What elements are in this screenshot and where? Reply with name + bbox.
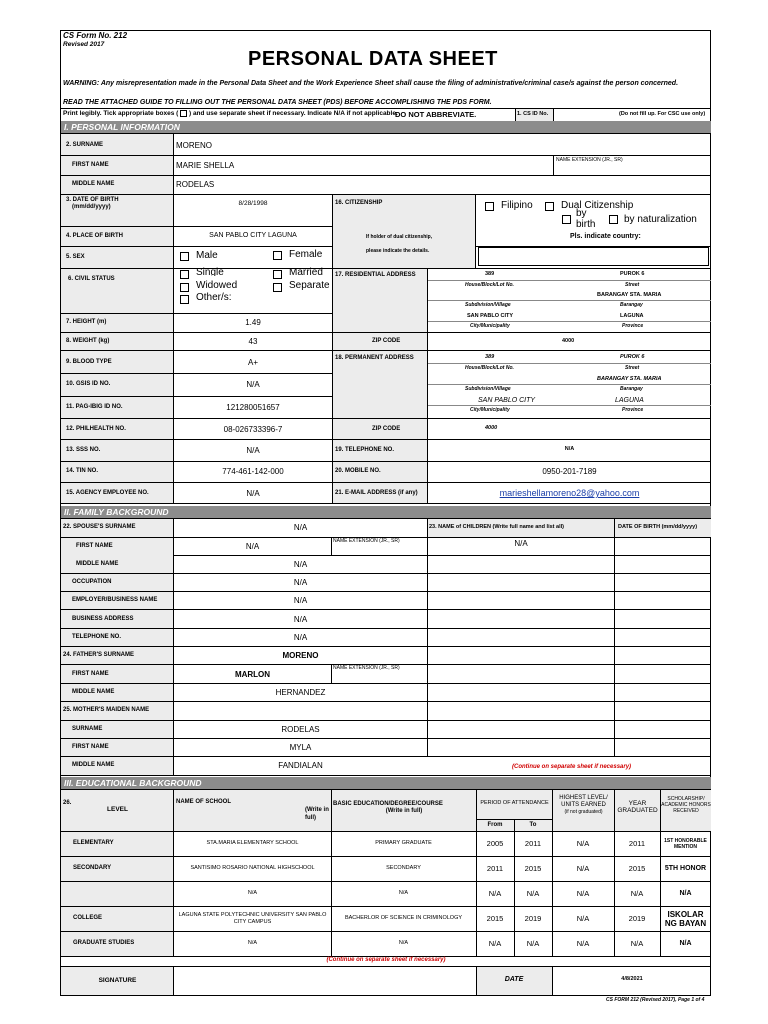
house-lbl-2: House/Block/Lot No. bbox=[465, 365, 514, 371]
business-address-value[interactable]: N/A bbox=[293, 615, 308, 624]
zip-label-1: ZIP CODE bbox=[372, 338, 401, 344]
residential-label: 17. RESIDENTIAL ADDRESS bbox=[335, 272, 416, 278]
barangay-lbl-1: Barangay bbox=[620, 302, 643, 308]
philhealth-value[interactable]: 08-026733396-7 bbox=[223, 425, 283, 434]
mother-middlename-label: MIDDLE NAME bbox=[72, 762, 115, 768]
father-surname-value[interactable]: MORENO bbox=[282, 651, 319, 660]
date-label: DATE bbox=[504, 976, 524, 983]
pob-value[interactable]: SAN PABLO CITY LAGUNA bbox=[209, 232, 297, 239]
children-value[interactable]: N/A bbox=[514, 539, 528, 548]
employer-label: EMPLOYER/BUSINESS NAME bbox=[72, 597, 158, 603]
separated-label: Separate bbox=[289, 280, 330, 291]
perm-house[interactable]: 389 bbox=[485, 354, 495, 360]
edu-year-cell[interactable]: N/A bbox=[630, 889, 644, 898]
agency-no-label: 15. AGENCY EMPLOYEE NO. bbox=[66, 490, 149, 496]
edu-level-cell: SECONDARY bbox=[73, 865, 112, 871]
gsis-value[interactable]: N/A bbox=[246, 380, 260, 389]
children-label: 23. NAME of CHILDREN (Write full name and list all) bbox=[429, 524, 564, 530]
edu-year-cell[interactable]: N/A bbox=[630, 939, 644, 948]
middlename-label: MIDDLE NAME bbox=[72, 181, 115, 187]
edu-course-cell[interactable]: BACHERLOR OF SCIENCE IN CRIMINOLOGY bbox=[344, 915, 463, 921]
read-guide-text: READ THE ATTACHED GUIDE TO FILLING OUT THE PERSONAL DATA SHEET (PDS) BEFORE ACCOMPLISHING THE PDS FORM. bbox=[63, 99, 492, 106]
form-number: CS Form No. 212 bbox=[63, 31, 128, 40]
street-lbl-2: Street bbox=[625, 365, 640, 371]
res-house[interactable]: 389 bbox=[485, 271, 495, 277]
by-birth-checkbox[interactable] bbox=[562, 215, 571, 224]
civil-status-label: 6. CIVIL STATUS bbox=[68, 276, 115, 282]
edu-course-cell[interactable]: PRIMARY GRADUATE bbox=[375, 840, 432, 846]
edu-level-cell: GRADUATE STUDIES bbox=[73, 940, 135, 946]
mother-firstname-label: FIRST NAME bbox=[72, 744, 109, 750]
dual-citizenship-label: Dual Citizenship bbox=[561, 200, 634, 211]
family-continue-note: (Continue on separate sheet if necessary) bbox=[512, 764, 632, 770]
weight-value[interactable]: 43 bbox=[248, 337, 258, 346]
edu-year-cell[interactable]: 2015 bbox=[628, 864, 646, 873]
edu-honors-cell[interactable]: 5TH HONOR bbox=[664, 864, 707, 872]
email-label: 21. E-MAIL ADDRESS (if any) bbox=[335, 490, 418, 496]
dual-note-2: please indicate the details. bbox=[366, 248, 430, 254]
edu-course-cell[interactable]: N/A bbox=[398, 890, 409, 896]
city-lbl-1: City/Municipality bbox=[470, 323, 510, 329]
firstname-value[interactable]: MARIE SHELLA bbox=[176, 161, 235, 170]
edu-course-cell[interactable]: SECONDARY bbox=[386, 865, 421, 871]
pls-indicate-country: Pls. indicate country: bbox=[570, 233, 641, 240]
female-label: Female bbox=[289, 249, 323, 260]
signature-field[interactable] bbox=[174, 967, 476, 995]
street-lbl-1: Street bbox=[625, 282, 640, 288]
honors-header: SCHOLARSHIP/ ACADEMIC HONORS RECEIVED bbox=[661, 796, 711, 814]
school-header: NAME OF SCHOOL bbox=[176, 799, 231, 805]
to-header: To bbox=[529, 822, 537, 828]
pob-label: 4. PLACE OF BIRTH bbox=[66, 233, 124, 239]
edu-level-cell bbox=[61, 881, 174, 906]
res-city[interactable]: SAN PABLO CITY bbox=[467, 313, 514, 319]
form-footer: CS FORM 212 (Revised 2017), Page 1 of 4 bbox=[606, 997, 705, 1003]
perm-street[interactable]: PUROK 6 bbox=[620, 354, 645, 360]
sss-label: 13. SSS NO. bbox=[66, 447, 101, 453]
father-surname-label: 24. FATHER'S SURNAME bbox=[63, 652, 134, 658]
by-naturalization-label: by naturalization bbox=[624, 214, 697, 225]
edu-from-cell[interactable]: 2015 bbox=[486, 914, 504, 923]
mother-maiden-label: 25. MOTHER'S MAIDEN NAME bbox=[63, 707, 150, 713]
edu-school-cell[interactable]: N/A bbox=[247, 890, 258, 896]
country-input[interactable] bbox=[478, 247, 709, 266]
email-value[interactable]: marieshellamoreno28@yahoo.com bbox=[499, 488, 640, 498]
edu-from-cell[interactable]: 2005 bbox=[486, 839, 504, 848]
subdiv-lbl-2: Subdivision/Village bbox=[465, 386, 511, 392]
edu-continue-note: (Continue on separate sheet if necessary) bbox=[326, 957, 446, 963]
father-firstname-label: FIRST NAME bbox=[72, 671, 109, 677]
highest-header bbox=[553, 795, 614, 816]
female-checkbox[interactable] bbox=[273, 251, 282, 260]
employer-value[interactable]: N/A bbox=[293, 596, 308, 605]
edu-school-cell[interactable]: LAGUNA STATE POLYTECHNIC UNIVERSITY SAN PABLO CITY CAMPUS bbox=[178, 911, 327, 925]
res-zip[interactable]: 4000 bbox=[562, 338, 575, 344]
tin-label: 14. TIN NO. bbox=[66, 468, 99, 474]
name-ext-label: NAME EXTENSION (JR., SR) bbox=[556, 157, 623, 163]
citizenship-label: 16. CITIZENSHIP bbox=[335, 200, 383, 206]
print-legibly-text bbox=[63, 110, 398, 117]
subdiv-lbl-1: Subdivision/Village bbox=[465, 302, 511, 308]
perm-province[interactable]: LAGUNA bbox=[615, 397, 644, 404]
edu-from-cell[interactable]: N/A bbox=[488, 889, 502, 898]
occupation-value[interactable]: N/A bbox=[293, 578, 308, 587]
single-checkbox[interactable] bbox=[180, 270, 189, 279]
dual-citizenship-checkbox[interactable] bbox=[545, 202, 554, 211]
house-lbl-1: House/Block/Lot No. bbox=[465, 282, 514, 288]
by-birth-label: by birth bbox=[576, 208, 596, 230]
single-label: Single bbox=[196, 267, 224, 276]
tick-example-checkbox bbox=[180, 110, 187, 117]
perm-city[interactable]: SAN PABLO CITY bbox=[478, 397, 536, 404]
school-write-full: (Write in full) bbox=[305, 807, 329, 821]
year-header: YEAR GRADUATED bbox=[617, 800, 658, 814]
spouse-middlename-value[interactable]: N/A bbox=[293, 560, 308, 569]
edu-to-cell[interactable]: N/A bbox=[526, 939, 540, 948]
section-family-background: II. FAMILY BACKGROUND bbox=[61, 506, 711, 518]
edu-honors-cell[interactable]: 1ST HONORABLE MENTION bbox=[664, 837, 707, 850]
father-middlename-value[interactable]: HERNANDEZ bbox=[275, 688, 326, 697]
edu-honors-cell[interactable]: N/A bbox=[679, 889, 692, 897]
spouse-telephone-label: TELEPHONE NO. bbox=[72, 634, 122, 640]
middlename-value[interactable]: RODELAS bbox=[176, 180, 215, 189]
spouse-telephone-value[interactable]: N/A bbox=[293, 633, 308, 642]
revised-label: Revised 2017 bbox=[63, 41, 105, 48]
widowed-checkbox[interactable] bbox=[180, 283, 189, 292]
edu-to-cell[interactable]: 2011 bbox=[524, 839, 542, 848]
children-dob-label: DATE OF BIRTH (mm/dd/yyyy) bbox=[618, 524, 698, 530]
perm-zip[interactable]: 4000 bbox=[485, 425, 498, 431]
spouse-middlename-label: MIDDLE NAME bbox=[76, 561, 119, 567]
weight-label: 8. WEIGHT (kg) bbox=[66, 338, 110, 344]
agency-no-value[interactable]: N/A bbox=[246, 489, 260, 498]
telephone-value[interactable]: N/A bbox=[564, 446, 575, 452]
philhealth-label: 12. PHILHEALTH NO. bbox=[66, 426, 126, 432]
zip-label-2: ZIP CODE bbox=[372, 426, 401, 432]
res-province[interactable]: LAGUNA bbox=[620, 313, 644, 319]
edu-to-cell[interactable]: N/A bbox=[526, 889, 540, 898]
business-address-label: BUSINESS ADDRESS bbox=[72, 616, 134, 622]
from-header: From bbox=[487, 822, 503, 828]
edu-honors-cell[interactable]: N/A bbox=[679, 939, 692, 947]
height-label: 7. HEIGHT (m) bbox=[66, 319, 107, 325]
permanent-label: 18. PERMANENT ADDRESS bbox=[335, 355, 414, 361]
edu-level-cell: ELEMENTARY bbox=[73, 840, 114, 846]
edu-year-cell[interactable]: 2011 bbox=[628, 839, 646, 848]
edu-level-cell: COLLEGE bbox=[73, 915, 103, 921]
csc-use-note: (Do not fill up. For CSC use only) bbox=[619, 111, 706, 117]
height-value[interactable]: 1.49 bbox=[245, 318, 261, 327]
spouse-surname-value[interactable]: N/A bbox=[293, 523, 308, 532]
edu-to-cell[interactable]: 2019 bbox=[524, 914, 542, 923]
blood-type-value[interactable]: A+ bbox=[247, 358, 258, 367]
edu-highest-cell[interactable]: N/A bbox=[576, 914, 590, 923]
gsis-label: 10. GSIS ID NO. bbox=[66, 381, 111, 387]
edu-highest-cell[interactable]: N/A bbox=[576, 889, 590, 898]
mother-middlename-value[interactable]: FANDIALAN bbox=[278, 761, 323, 770]
surname-label: 2. SURNAME bbox=[66, 142, 104, 148]
province-lbl-2: Province bbox=[622, 407, 644, 413]
blood-type-label: 9. BLOOD TYPE bbox=[66, 359, 112, 365]
edu-highest-cell[interactable]: N/A bbox=[576, 864, 590, 873]
married-label: Married bbox=[289, 267, 323, 276]
dob-format: (mm/dd/yyyy) bbox=[72, 204, 111, 210]
dual-note-1: If holder of dual citizenship, bbox=[366, 234, 433, 240]
edu-num: 26. bbox=[63, 800, 72, 806]
mobile-label: 20. MOBILE NO. bbox=[335, 468, 381, 474]
section-educational-background: III. EDUCATIONAL BACKGROUND bbox=[61, 777, 711, 789]
edu-from-cell[interactable]: 2011 bbox=[486, 864, 504, 873]
spouse-firstname-label: FIRST NAME bbox=[76, 543, 113, 549]
dob-value[interactable]: 8/28/1998 bbox=[238, 200, 268, 207]
others-checkbox[interactable] bbox=[180, 295, 189, 304]
edu-school-cell[interactable]: SANTISIMO ROSARIO NATIONAL HIGHSCHOOL bbox=[190, 865, 315, 871]
sss-value[interactable]: N/A bbox=[246, 446, 260, 455]
spouse-name-ext-label: NAME EXTENSION (JR., SR) bbox=[333, 538, 400, 544]
father-middlename-label: MIDDLE NAME bbox=[72, 689, 115, 695]
separated-checkbox[interactable] bbox=[273, 283, 282, 292]
edu-honors-cell[interactable]: ISKOLAR NG BAYAN bbox=[664, 909, 707, 928]
tin-value[interactable]: 774-461-142-000 bbox=[222, 467, 284, 476]
filipino-checkbox[interactable] bbox=[485, 202, 494, 211]
section-personal-info: I. PERSONAL INFORMATION bbox=[61, 121, 711, 133]
pagibig-label: 11. PAG-IBIG ID NO. bbox=[66, 404, 123, 410]
by-naturalization-checkbox[interactable] bbox=[609, 215, 618, 224]
firstname-label: FIRST NAME bbox=[72, 162, 109, 168]
do-not-abbreviate: DO NOT ABBREVIATE. bbox=[395, 110, 477, 119]
father-name-ext-label: NAME EXTENSION (JR., SR) bbox=[333, 665, 400, 671]
mother-firstname-value[interactable]: MYLA bbox=[289, 743, 312, 752]
edu-from-cell[interactable]: N/A bbox=[488, 939, 502, 948]
course-header: BASIC EDUCATION/DEGREE/COURSE bbox=[333, 801, 443, 807]
edu-school-cell[interactable]: STA.MARIA ELEMENTARY SCHOOL bbox=[206, 840, 299, 846]
father-firstname-value[interactable]: MARLON bbox=[234, 670, 271, 679]
highest-header-sub: (if not graduated) bbox=[564, 809, 603, 815]
print-legibly-b: ) and use separate sheet if necessary. Indicate N/A if not applicable. bbox=[188, 110, 398, 118]
warning-text: WARNING: Any misrepresentation made in the Personal Data Sheet and the Work Experience Sheet shall cause the filing of administrative/criminal case/s against the person concerned. bbox=[63, 80, 679, 87]
page-title: PERSONAL DATA SHEET bbox=[248, 48, 498, 70]
edu-year-cell[interactable]: 2019 bbox=[628, 914, 646, 923]
spouse-surname-label: 22. SPOUSE'S SURNAME bbox=[63, 524, 136, 530]
res-barangay[interactable]: BARANGAY STA. MARIA bbox=[597, 292, 662, 298]
male-label: Male bbox=[196, 250, 218, 261]
edu-to-cell[interactable]: 2015 bbox=[524, 864, 542, 873]
cs-id-label: 1. CS ID No. bbox=[517, 111, 549, 117]
barangay-lbl-2: Barangay bbox=[620, 386, 643, 392]
spouse-firstname-value[interactable]: N/A bbox=[245, 542, 260, 551]
male-checkbox[interactable] bbox=[180, 252, 189, 261]
date-value[interactable]: 4/8/2021 bbox=[621, 976, 643, 982]
highest-header-text: HIGHEST LEVEL/ UNITS EARNED bbox=[559, 795, 608, 808]
perm-barangay[interactable]: BARANGAY STA. MARIA bbox=[597, 376, 662, 382]
sex-label: 5. SEX bbox=[66, 254, 85, 260]
pagibig-value[interactable]: 121280051657 bbox=[226, 403, 280, 412]
period-header: PERIOD OF ATTENDANCE bbox=[480, 800, 549, 806]
city-lbl-2: City/Municipality bbox=[470, 407, 510, 413]
edu-highest-cell[interactable]: N/A bbox=[576, 839, 590, 848]
edu-school-cell[interactable]: N/A bbox=[247, 940, 258, 946]
res-street[interactable]: PUROK 6 bbox=[620, 271, 645, 277]
province-lbl-1: Province bbox=[622, 323, 644, 329]
level-header: LEVEL bbox=[107, 806, 128, 813]
dob-label: 3. DATE OF BIRTH bbox=[66, 197, 119, 203]
edu-highest-cell[interactable]: N/A bbox=[576, 939, 590, 948]
telephone-label: 19. TELEPHONE NO. bbox=[335, 447, 395, 453]
course-write-full: (Write in full) bbox=[385, 808, 423, 814]
signature-label: SIGNATURE bbox=[98, 977, 137, 984]
others-label: Other/s: bbox=[196, 292, 232, 303]
print-legibly-a: Print legibly. Tick appropriate boxes ( bbox=[63, 110, 179, 118]
married-checkbox[interactable] bbox=[273, 270, 282, 279]
edu-course-cell[interactable]: N/A bbox=[398, 940, 409, 946]
occupation-label: OCCUPATION bbox=[72, 579, 112, 585]
filipino-label: Filipino bbox=[501, 200, 533, 211]
mother-surname-label: SURNAME bbox=[72, 726, 103, 732]
mobile-value[interactable]: 0950-201-7189 bbox=[542, 467, 597, 476]
mother-surname-value[interactable]: RODELAS bbox=[281, 725, 320, 734]
widowed-label: Widowed bbox=[196, 280, 238, 291]
surname-value[interactable]: MORENO bbox=[176, 141, 212, 150]
